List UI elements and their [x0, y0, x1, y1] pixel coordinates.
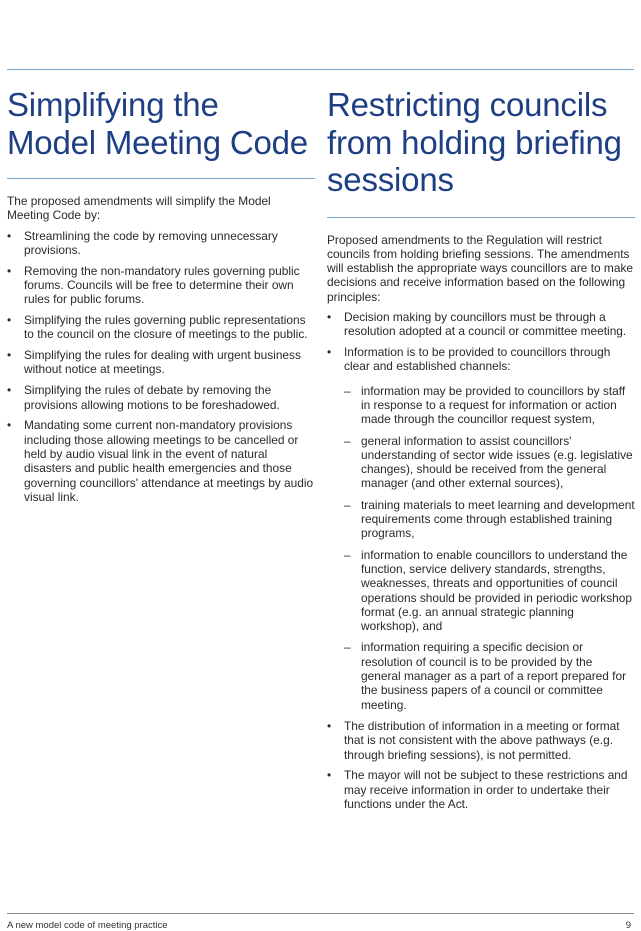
right-bullet-list: [327, 310, 635, 811]
sub-list-item: – information requiring a specific decision or resolution of council is to be provided by the general manager as a part of a report prepared for the business papers of a council or committee meeting.: [344, 640, 635, 711]
left-intro: The proposed amendments will simplify the Model Meeting Code by:: [7, 194, 271, 223]
footer-title: A new model code of meeting practice: [7, 920, 168, 931]
list-item: • The distribution of information in a meeting or format that is not consistent with the above pathways (e.g. through briefing sessions), is not permitted.: [327, 719, 635, 762]
sub-list-item: – information to enable councillors to understand the function, service delivery standards, strengths, weaknesses, threats and opportunities of council operations should be provided in periodic workshop format (e.g. an annual strategic planning workshop), and: [344, 548, 635, 634]
list-item: • Decision making by councillors must be through a resolution adopted at a council or committee meeting.: [327, 310, 635, 339]
page-number: 9: [625, 920, 631, 931]
right-column: [327, 86, 635, 818]
left-heading: Simplifying the Model Meeting Code: [7, 86, 308, 161]
list-item: [327, 345, 635, 712]
list-item: • The mayor will not be subject to these restrictions and may receive information in order to undertake their functions under the Act.: [327, 768, 635, 811]
footer-divider: [7, 913, 634, 914]
right-intro: Proposed amendments to the Regulation will restrict councils from holding briefing sessions. The amendments will establish the appropriate ways councillors are to make decisions and receive information based on the following principles:: [327, 232, 633, 304]
list-item: • Simplifying the rules governing public representations to the council on the closure of meetings to the public.: [7, 313, 315, 342]
left-column: [7, 86, 315, 511]
sub-list-item: – training materials to meet learning and development requirements come through established training programs,: [344, 498, 635, 541]
sub-list-item: – general information to assist councillors' understanding of sector wide issues (e.g. legislative changes), should be received from the general manager (and other external sources),: [344, 434, 635, 491]
list-item: • Streamlining the code by removing unnecessary provisions.: [7, 229, 315, 258]
left-heading-divider: [7, 178, 315, 179]
sub-list: [344, 384, 635, 712]
list-item: • Simplifying the rules for dealing with urgent business without notice at meetings.: [7, 348, 315, 377]
right-heading-divider: [327, 217, 635, 218]
sub-list-item: – information may be provided to councillors by staff in response to a request for information or action made through the councillor request system,: [344, 384, 635, 427]
list-item-text: Information is to be provided to councillors through clear and established channels:: [344, 345, 611, 374]
list-item: • Removing the non-mandatory rules governing public forums. Councils will be free to determine their own rules for public forums.: [7, 264, 315, 307]
list-item: • Mandating some current non-mandatory provisions including those allowing meetings to be cancelled or held by audio visual link in the event of natural disasters and public health emergencies and those governing councillors' attendance at meetings by audio visual link.: [7, 418, 315, 504]
list-item: • Simplifying the rules of debate by removing the provisions allowing motions to be foreshadowed.: [7, 383, 315, 412]
left-bullet-list: [7, 229, 315, 505]
top-divider: [7, 69, 634, 70]
right-heading: Restricting councils from holding briefing sessions: [327, 86, 622, 198]
